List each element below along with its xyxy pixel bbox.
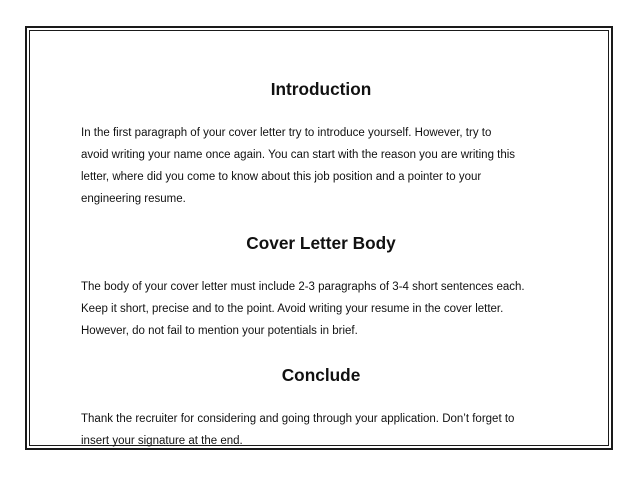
paragraph-line: Thank the recruiter for considering and going through your application. Don’t forget to xyxy=(81,413,515,425)
spacer xyxy=(81,342,561,364)
spacer xyxy=(81,210,561,232)
paragraph-line: letter, where did you come to know about this job position and a pointer to your xyxy=(81,171,482,183)
paragraph-cover-letter-body xyxy=(81,276,561,342)
paragraph-line: engineering resume. xyxy=(81,193,186,205)
paragraph-line: Keep it short, precise and to the point. Avoid writing your resume in the cover letter. xyxy=(81,303,504,315)
spacer xyxy=(81,386,561,408)
paragraph-line: The body of your cover letter must include 2-3 paragraphs of 3-4 short sentences each. xyxy=(81,281,525,293)
document-body xyxy=(81,78,561,452)
section-heading-cover-letter-body: Cover Letter Body xyxy=(246,233,396,253)
spacer xyxy=(81,254,561,276)
paragraph-line: In the first paragraph of your cover letter try to introduce yourself. However, try to xyxy=(81,127,492,139)
paragraph-line: avoid writing your name once again. You can start with the reason you are writing this xyxy=(81,149,516,161)
paragraph-line: However, do not fail to mention your potentials in brief. xyxy=(81,325,358,337)
section-heading-conclude: Conclude xyxy=(281,365,361,385)
paragraph-line: insert your signature at the end. xyxy=(81,435,243,447)
section-heading-introduction: Introduction xyxy=(270,79,372,99)
spacer xyxy=(81,100,561,122)
paragraph-conclude xyxy=(81,408,561,452)
paragraph-introduction xyxy=(81,122,561,210)
